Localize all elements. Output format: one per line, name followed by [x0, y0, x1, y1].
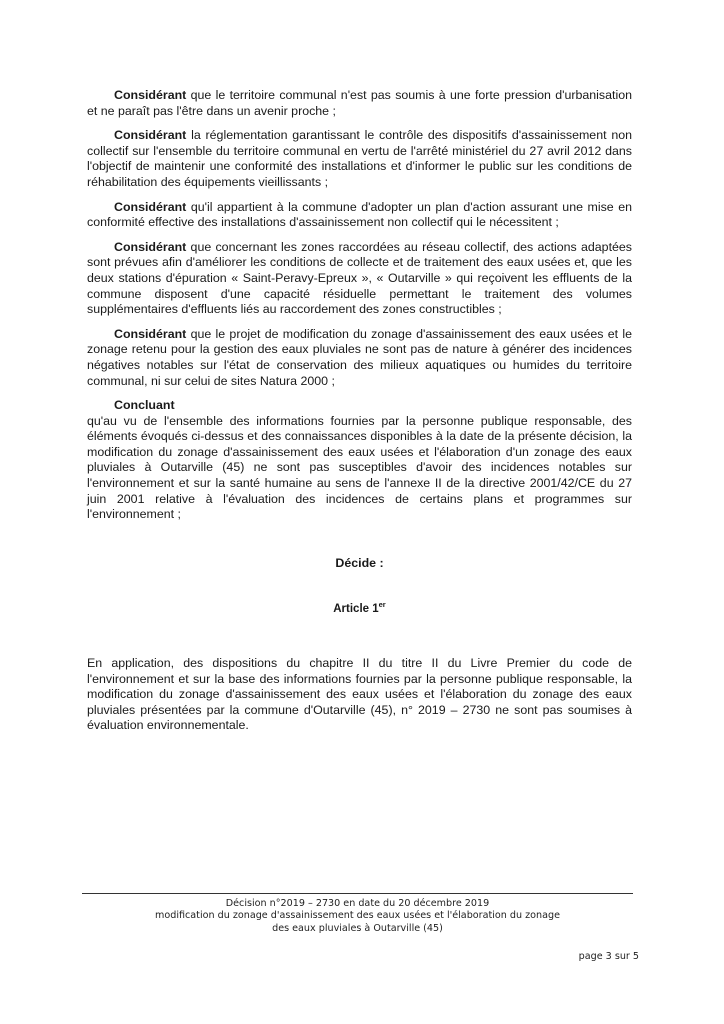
footer-line-location: des eaux pluviales à Outarville (45) [272, 922, 443, 934]
consideration-text: que le territoire communal n'est pas soumis à une forte pression d'urbanisation et ne paraît pas l'être dans un avenir proche ; [87, 88, 632, 118]
consideration-paragraph [87, 88, 632, 119]
footer-divider [82, 893, 633, 894]
article-label: Article 1 [333, 602, 379, 615]
consideration-text: la réglementation garantissant le contrôle des dispositifs d'assainissement non collectif sur l'ensemble du territoire communal en vertu de l'arrêté ministériel du 27 avril 2012 dans l'objectif de maintenir une conformité des installations et d'informer le public sur les conditions de réhabilitation des équipements vieillissants ; [87, 128, 632, 189]
footer-line-decision: Décision n°2019 – 2730 en date du 20 décembre 2019 [225, 898, 490, 909]
decision-heading: Décide : [335, 556, 384, 570]
consideration-lead: Considérant [114, 88, 187, 102]
consideration-text: qu'il appartient à la commune d'adopter un plan d'action assurant une mise en conformité effective des installations d'assainissement non collectif qui le nécessitent ; [87, 199, 632, 230]
consideration-paragraph [87, 240, 632, 318]
consideration-paragraph [87, 128, 632, 190]
conclusion-heading: Concluant [114, 398, 175, 413]
consideration-lead: Considérant [114, 128, 187, 143]
consideration-text: que concernant les zones raccordées au réseau collectif, des actions adaptées sont prévues afin d'améliorer les conditions de collecte et de traitement des eaux usées et, que les deux stations d'épuration « Saint-Peravy-Epreux », « Outarville » qui reçoivent les effluents de la commune disposent d'une capacité résiduelle permettant le traitement des volumes supplémentaires d'effluents liés au raccordement des zones constructibles ; [87, 239, 632, 317]
footer [82, 898, 633, 935]
article-superscript: er [378, 600, 386, 609]
considerations-section [87, 88, 632, 523]
consideration-paragraph [87, 200, 632, 231]
consideration-lead: Considérant [114, 199, 187, 214]
article-body: En application, des dispositions du chapitre II du titre II du Livre Premier du code de l'environnement et sur la base des informations fournies par la personne publique responsable, la modification du zonage d'assainissement des eaux usées et l'élaboration du zonage des eaux pluviales présentées par la commune d'Outarville (45), n° 2019 – 2730 ne sont pas soumises à évaluation environnementale. [87, 656, 632, 733]
article-heading [87, 600, 632, 615]
conclusion-text: qu'au vu de l'ensemble des informations fournies par la personne publique responsable, des éléments évoqués ci-dessus et des connaissances disponibles à la date de la présente décision, la modification du zonage d'assainissement des eaux usées et l'élaboration d'un zonage des eaux pluviales à Outarville (45) ne sont pas susceptibles d'avoir des incidences notables sur l'environnement et sur la santé humaine au sens de l'annexe II de la directive 2001/42/CE du 27 juin 2001 relative à l'évaluation des incidences de certains plans et programmes sur l'environnement ; [87, 413, 632, 522]
footer-line-subject: modification du zonage d'assainissement des eaux usées et l'élaboration du zonage [155, 910, 560, 922]
consideration-text: que le projet de modification du zonage d'assainissement des eaux usées et le zonage retenu pour la gestion des eaux pluviales ne sont pas de nature à générer des incidences négatives notables sur l'état de conservation des milieux aquatiques ou humides du territoire communal, ni sur celui de sites Natura 2000 ; [87, 326, 632, 388]
consideration-paragraph [87, 327, 632, 389]
consideration-lead: Considérant [114, 326, 187, 341]
page-number: page 3 sur 5 [578, 951, 639, 962]
consideration-lead: Considérant [114, 239, 187, 254]
